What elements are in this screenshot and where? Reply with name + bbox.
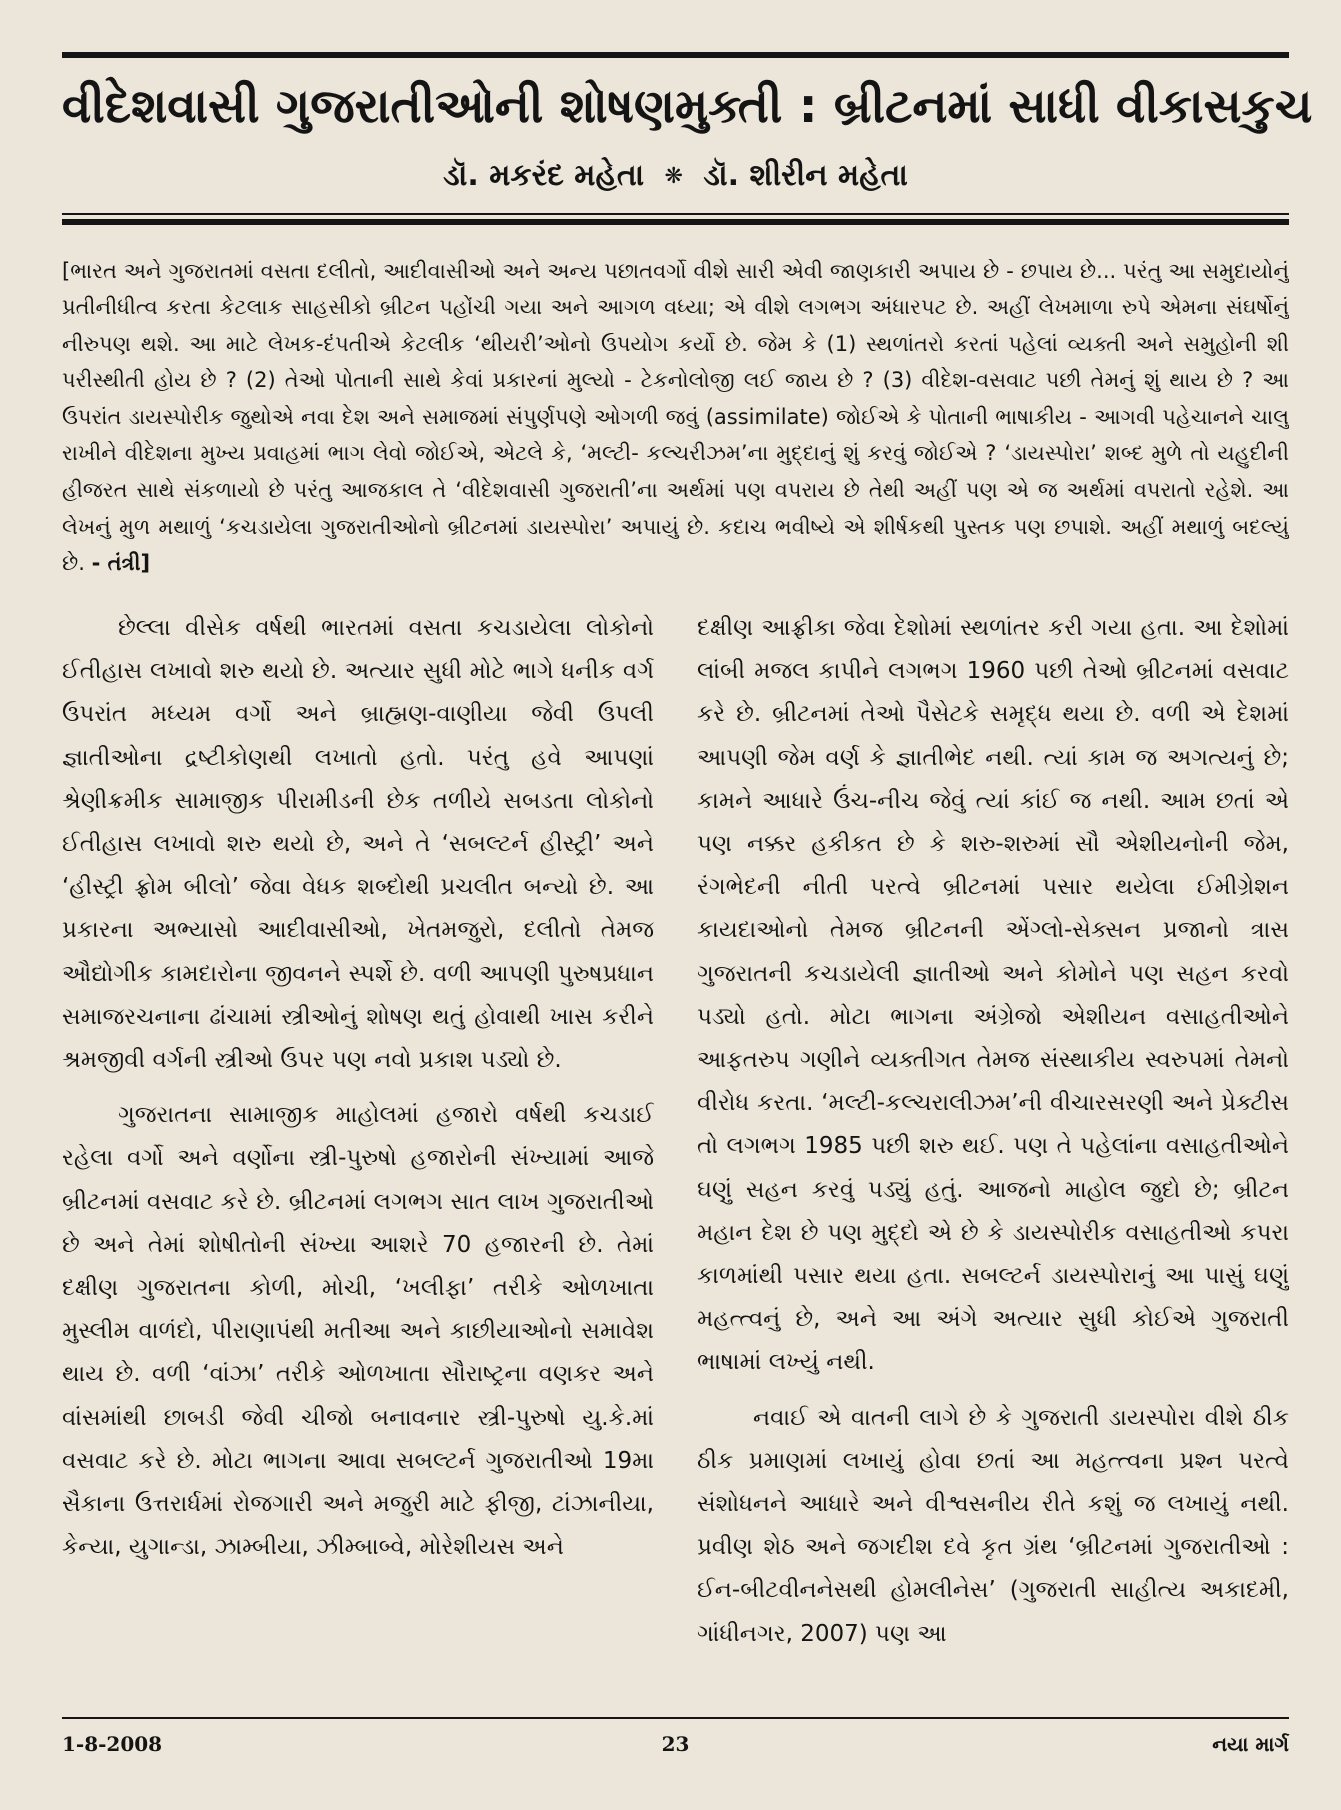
issue-date: 1-8-2008: [62, 1732, 163, 1756]
intro-signature: - તંત્રી]: [91, 551, 151, 576]
author-name: ડૉ. શીરીન મહેતા: [703, 158, 908, 193]
author-name: ડૉ. મકરંદ મહેતા: [443, 158, 645, 193]
body-paragraph: દક્ષીણ આફ્રીકા જેવા દેશોમાં સ્થળાંતર કરી ગયા હતા. આ દેશોમાં લાંબી મજલ કાપીને લગભગ 1960 પછી તેઓ બ્રીટનમાં વસવાટ કરે છે. બ્રીટનમાં તેઓ પૈસેટકે સમૃદ્ધ થયા છે. વળી એ દેશમાં આપણી જેમ વર્ણ કે જ્ઞાતીભેદ નથી. ત્યાં કામ જ અગત્યનું છે; કામને આધારે ઉંચ-નીચ જેવું ત્યાં કાંઈ જ નથી. આમ છતાં એ પણ નક્કર હકીકત છે કે શરુ-શરુમાં સૌ એશીયનોની જેમ, રંગભેદની નીતી પરત્વે બ્રીટનમાં પસાર થયેલા ઈમીગ્રેશન કાયદાઓનો તેમજ બ્રીટનની એંગ્લો-સેક્સન પ્રજાનો ત્રાસ ગુજરાતની કચડાયેલી જ્ઞાતીઓ અને કોમોને પણ સહન કરવો પડ્યો હતો. મોટા ભાગના અંગ્રેજો એશીયન વસાહતીઓને આફતરુપ ગણીને વ્યક્તીગત તેમજ સંસ્થાકીય સ્વરુપમાં તેમનો વીરોધ કરતા. ‘મલ્ટી-કલ્ચરાલીઝમ’ની વીચારસરણી અને પ્રેક્ટીસ તો લગભગ 1985 પછી શરુ થઈ. પણ તે પહેલાંના વસાહતીઓને ઘણું સહન કરવું પડ્યું હતું. આજનો માહોલ જુદો છે; બ્રીટન મહાન દેશ છે પણ મુદ્દો એ છે કે ડાયસ્પોરીક વસાહતીઓ કપરા કાળમાંથી પસાર થયા હતા. સબલ્ટર્ન ડાયસ્પોરાનું આ પાસું ઘણું મહત્ત્વનું છે, અને આ અંગે અત્યાર સુધી કોઈએ ગુજરાતી ભાષામાં લખ્યું નથી.: [697, 615, 1289, 1376]
author-line: [62, 156, 1289, 197]
article-body: [62, 607, 1289, 1722]
header-rules: [62, 213, 1289, 225]
magazine-page: [62, 52, 1313, 1767]
page-number: 23: [661, 1732, 690, 1756]
page-footer: [62, 1732, 1289, 1764]
author-separator: ❋: [664, 163, 683, 189]
left-column: [62, 607, 654, 1722]
top-rule: [62, 52, 1289, 58]
header-rule: [62, 213, 1289, 215]
body-paragraph: ગુજરાતના સામાજીક માહોલમાં હજારો વર્ષથી કચડાઈ રહેલા વર્ગો અને વર્ણોના સ્ત્રી-પુરુષો હજારોની સંખ્યામાં આજે બ્રીટનમાં વસવાટ કરે છે. બ્રીટનમાં લગભગ સાત લાખ ગુજરાતીઓ છે અને તેમાં શોષીતોની સંખ્યા આશરે 70 હજારની છે. તેમાં દક્ષીણ ગુજરાતના કોળી, મોચી, ‘ખલીફા’ તરીકે ઓળખાતા મુસ્લીમ વાળંદો, પીરાણાપંથી મતીઆ અને કાછીયાઓનો સમાવેશ થાય છે. વળી ‘વાંઝા’ તરીકે ઓળખાતા સૌરાષ્ટ્રના વણકર અને વાંસમાંથી છાબડી જેવી ચીજો બનાવનાર સ્ત્રી-પુરુષો યુ.કે.માં વસવાટ કરે છે. મોટા ભાગના આવા સબલ્ટર્ન ગુજરાતીઓ 19મા સૈકાના ઉત્તરાર્ધમાં રોજગારી અને મજુરી માટે ફીજી, ટાંઝાનીયા, કેન્યા, યુગાન્ડા, ઝામ્બીયા, ઝીમ્બાબ્વે, મોરેશીયસ અને: [62, 1102, 654, 1561]
footer-rule: [62, 1717, 1289, 1719]
article-title: વીદેશવાસી ગુજરાતીઓની શોષણમુક્તી : બ્રીટનમાં સાધી વીકાસકુચ: [62, 79, 1313, 134]
editor-intro: [62, 253, 1289, 583]
magazine-name: નયા માર્ગ: [1212, 1732, 1289, 1756]
body-paragraph: છેલ્લા વીસેક વર્ષથી ભારતમાં વસતા કચડાયેલા લોકોનો ઈતીહાસ લખાવો શરુ થયો છે. અત્યાર સુધી મોટે ભાગે ધનીક વર્ગ ઉપરાંત મધ્યમ વર્ગો અને બ્રાહ્મણ-વાણીયા જેવી ઉપલી જ્ઞાતીઓના દ્રષ્ટીકોણથી લખાતો હતો. પરંતુ હવે આપણાં શ્રેણીક્રમીક સામાજીક પીરામીડની છેક તળીયે સબડતા લોકોનો ઈતીહાસ લખાવો શરુ થયો છે, અને તે ‘સબલ્ટર્ન હીસ્ટ્રી’ અને ‘હીસ્ટ્રી ફ્રોમ બીલો’ જેવા વેધક શબ્દોથી પ્રચલીત બન્યો છે. આ પ્રકારના અભ્યાસો આદીવાસીઓ, ખેતમજુરો, દલીતો તેમજ ઔદ્યોગીક કામદારોના જીવનને સ્પર્શે છે. વળી આપણી પુરુષપ્રધાન સમાજરચનાના ઢાંચામાં સ્ત્રીઓનું શોષણ થતું હોવાથી ખાસ કરીને શ્રમજીવી વર્ગની સ્ત્રીઓ ઉપર પણ નવો પ્રકાશ પડ્યો છે.: [62, 615, 654, 1074]
body-paragraph: નવાઈ એ વાતની લાગે છે કે ગુજરાતી ડાયસ્પોરા વીશે ઠીક ઠીક પ્રમાણમાં લખાયું હોવા છતાં આ મહત્ત્વના પ્રશ્ન પરત્વે સંશોધનને આધારે અને વીશ્વસનીય રીતે કશું જ લખાયું નથી. પ્રવીણ શેઠ અને જગદીશ દવે કૃત ગ્રંથ ‘બ્રીટનમાં ગુજરાતીઓ : ઈન-બીટવીનનેસથી હોમલીનેસ’ (ગુજરાતી સાહીત્ય અકાદમી, ગાંધીનગર, 2007) પણ આ: [697, 1404, 1289, 1647]
right-column: [697, 607, 1289, 1722]
header-rule-thick: [62, 219, 1289, 225]
intro-text: [ભારત અને ગુજરાતમાં વસતા દલીતો, આદીવાસીઓ અને અન્ય પછાતવર્ગો વીશે સારી એવી જાણકારી અપાય છે - છપાય છે... પરંતુ આ સમુદાયોનું પ્રતીનીધીત્વ કરતા કેટલાક સાહસીકો બ્રીટન પહોંચી ગયા અને આગળ વધ્યા; એ વીશે લગભગ અંધારપટ છે. અહીં લેખમાળા રુપે એમના સંઘર્ષોનું નીરુપણ થશે. આ માટે લેખક-દંપતીએ કેટલીક ‘થીયરી’ઓનો ઉપયોગ કર્યો છે. જેમ કે (1) સ્થળાંતરો કરતાં પહેલાં વ્યક્તી અને સમુહોની શી પરીસ્થીતી હોય છે ? (2) તેઓ પોતાની સાથે કેવાં પ્રકારનાં મુલ્યો - ટેકનોલોજી લઈ જાય છે ? (3) વીદેશ-વસવાટ પછી તેમનું શું થાય છે ? આ ઉપરાંત ડાયસ્પોરીક જુથોએ નવા દેશ અને સમાજમાં સંપુર્ણપણે ઓગળી જવું (assimilate) જોઈએ કે પોતાની ભાષાકીય - આગવી પહેચાનને ચાલુ રાખીને વીદેશના મુખ્ય પ્રવાહમાં ભાગ લેવો જોઈએ, એટલે કે, ‘મલ્ટી- કલ્ચરીઝમ’ના મુદ્દાનું શું કરવું જોઈએ ? ‘ડાયસ્પોરા’ શબ્દ મુળે તો યહુદીની હીજરત સાથે સંકળાયો છે પરંતુ આજકાલ તે ‘વીદેશવાસી ગુજરાતી’ના અર્થમાં પણ વપરાય છે તેથી અહીં પણ એ જ અર્થમાં વપરાતો રહેશે. આ લેખનું મુળ મથાળું ‘કચડાયેલા ગુજરાતીઓનો બ્રીટનમાં ડાયસ્પોરા’ અપાયું છે. કદાચ ભવીષ્યે એ શીર્ષકથી પુસ્તક પણ છપાશે. અહીં મથાળું બદલ્યું છે.: [62, 258, 1289, 576]
